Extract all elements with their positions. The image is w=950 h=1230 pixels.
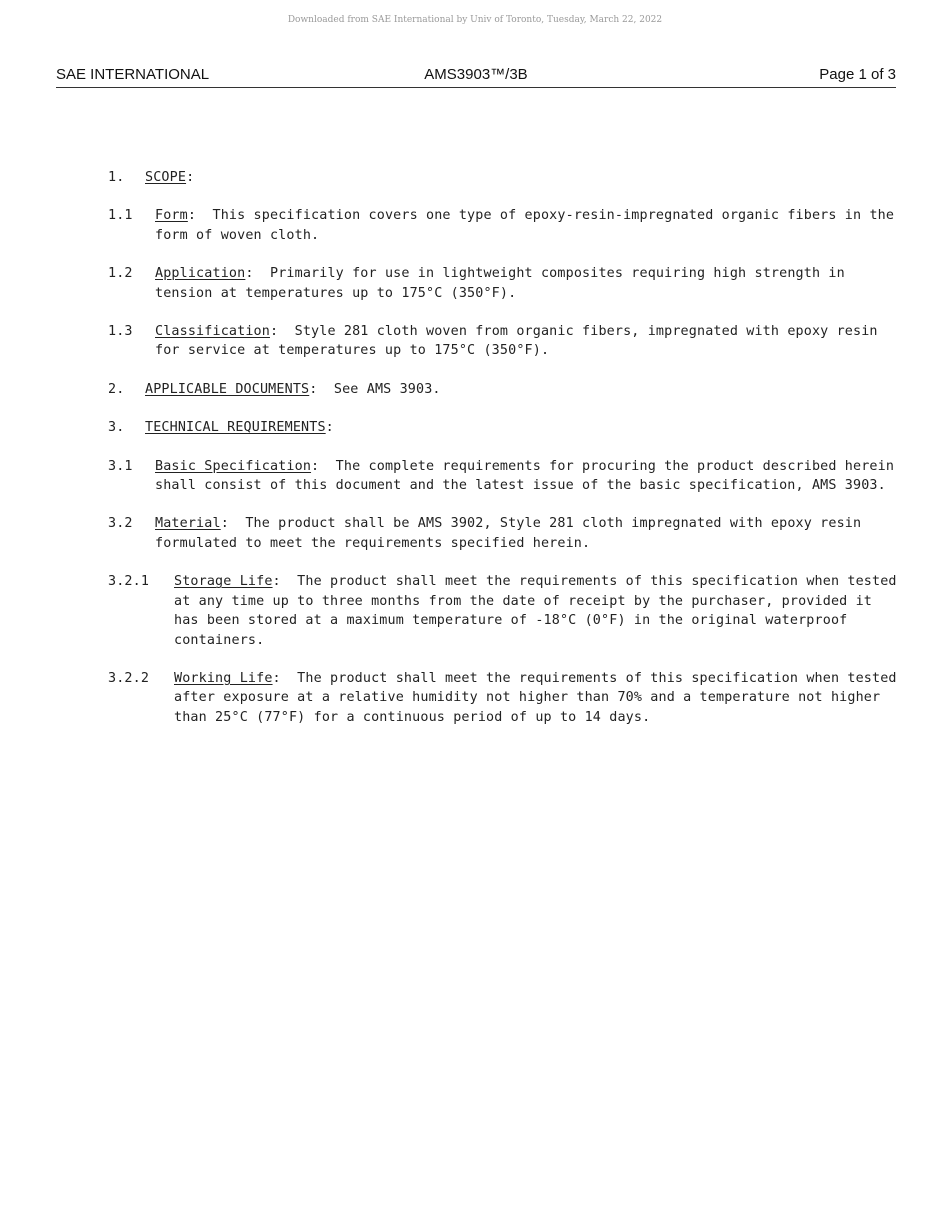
section-title: Form	[155, 208, 188, 224]
header-document-number: AMS3903™/3B	[424, 66, 528, 83]
section-text: : The product shall meet the requirements of this specification when tested at any time up to three months from the date of receipt by the purchaser, provided it has been stored at a maximum temperature of -18°C (0°F) in the original waterproof containers.	[174, 574, 905, 648]
section-number: 2.	[108, 381, 125, 397]
section-text: : Primarily for use in lightweight composites requiring high strength in tension at temperatures up to 175°C (350°F).	[155, 266, 854, 301]
section-3-2-material	[108, 514, 898, 553]
section-3-1-basic-specification	[108, 457, 903, 496]
section-title: Working Life	[174, 670, 273, 686]
download-watermark: Downloaded from SAE International by Univ of Toronto, Tuesday, March 22, 2022	[287, 15, 663, 25]
section-text: : The product shall meet the requirements of this specification when tested after exposure at a relative humidity not higher than 70% and a temperature not higher than 25°C (77°F) for a continuous period of up to 14 days.	[174, 670, 905, 725]
section-number: 3.	[108, 420, 125, 436]
section-number: 3.1	[108, 458, 133, 474]
section-text: : Style 281 cloth woven from organic fibers, impregnated with epoxy resin for service at temperatures up to 175°C (350°F).	[155, 324, 886, 359]
section-3-2-1-storage-life	[108, 572, 905, 650]
section-text: :	[186, 170, 195, 185]
section-title: Basic Specification	[155, 458, 312, 474]
section-title: Material	[155, 516, 221, 532]
section-title: TECHNICAL REQUIREMENTS	[145, 420, 326, 436]
section-title: Storage Life	[174, 574, 273, 590]
document-body	[108, 168, 905, 746]
section-1-3-classification	[108, 322, 898, 361]
header-organization: SAE INTERNATIONAL	[56, 66, 210, 83]
section-title: SCOPE	[145, 170, 187, 185]
section-3-2-2-working-life	[108, 669, 905, 727]
header-page-number: Page 1 of 3	[819, 66, 896, 83]
section-number: 1.1	[108, 208, 133, 224]
section-number: 1.	[108, 170, 125, 185]
page-header	[56, 66, 896, 88]
section-title: Classification	[155, 324, 270, 340]
section-number: 1.3	[108, 324, 133, 340]
section-1-2-application	[108, 264, 898, 303]
section-text: : This specification covers one type of epoxy-resin-impregnated organic fibers in the form of woven cloth.	[155, 208, 903, 243]
section-text: : The product shall be AMS 3902, Style 281 cloth impregnated with epoxy resin formulated to meet the requirements specified herein.	[155, 516, 870, 551]
section-text: :	[325, 420, 334, 436]
section-number: 1.2	[108, 266, 133, 282]
section-2-applicable-documents	[108, 380, 898, 399]
section-text: : See AMS 3903.	[309, 381, 441, 397]
section-title: APPLICABLE DOCUMENTS	[145, 381, 310, 397]
section-title: Application	[155, 266, 246, 282]
section-number: 3.2	[108, 516, 133, 532]
section-1-1-form	[108, 206, 903, 245]
section-text: : The complete requirements for procuring the product described herein shall consist of this document and the latest issue of the basic specification, AMS 3903.	[155, 458, 903, 494]
section-3-technical-requirements	[108, 418, 898, 437]
section-1-scope	[108, 168, 898, 187]
section-number: 3.2.1	[108, 574, 150, 590]
section-number: 3.2.2	[108, 670, 150, 686]
